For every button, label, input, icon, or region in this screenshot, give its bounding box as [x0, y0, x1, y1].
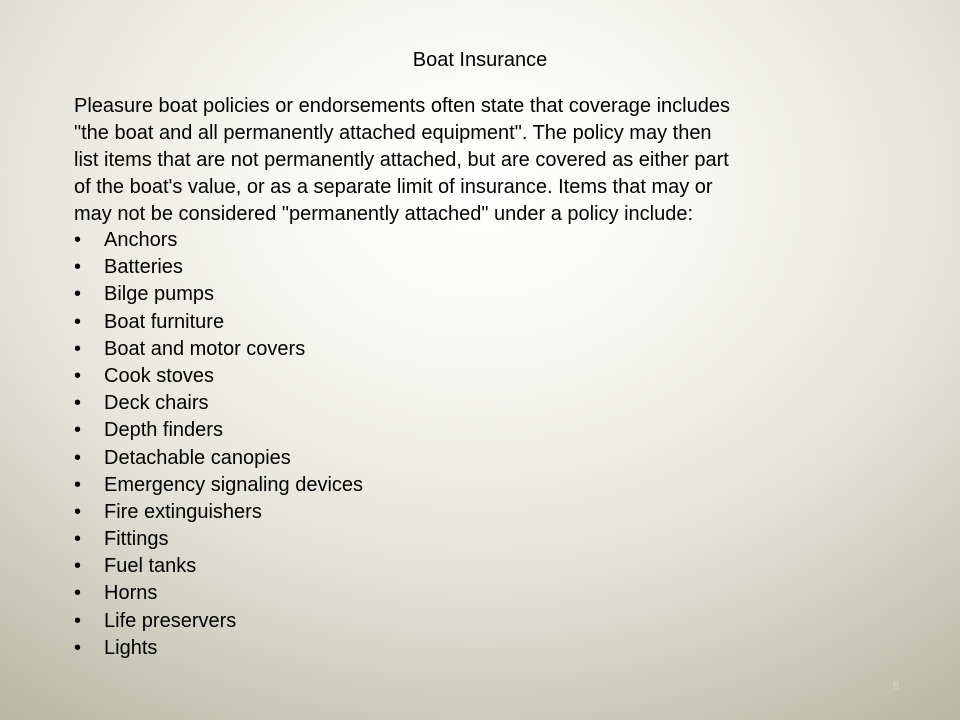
- list-item: [74, 417, 363, 444]
- list-item-label: Horns: [104, 582, 158, 605]
- paragraph-line: "the boat and all permanently attached equipment". The policy may then: [74, 122, 712, 144]
- bullet-icon: •: [74, 337, 82, 360]
- list-item-label: Detachable canopies: [104, 446, 291, 469]
- bullet-icon: •: [74, 419, 82, 442]
- list-item-label: Batteries: [104, 256, 183, 279]
- bullet-icon: •: [74, 609, 82, 632]
- bullet-icon: •: [74, 364, 82, 387]
- equipment-list: [74, 227, 363, 662]
- bullet-icon: •: [74, 500, 82, 523]
- bullet-icon: •: [74, 446, 82, 469]
- list-item-label: Boat and motor covers: [104, 337, 306, 360]
- list-item: [74, 499, 363, 526]
- list-item: [74, 553, 363, 580]
- list-item: [74, 526, 363, 553]
- bullet-icon: •: [74, 392, 82, 415]
- list-item: [74, 227, 363, 254]
- slide-number: 8: [893, 680, 900, 692]
- list-item: [74, 336, 363, 363]
- bullet-icon: •: [74, 582, 82, 605]
- bullet-icon: •: [74, 283, 82, 306]
- list-item-label: Bilge pumps: [104, 283, 215, 306]
- list-item: [74, 281, 363, 308]
- list-item-label: Fire extinguishers: [104, 500, 262, 523]
- list-item: [74, 363, 363, 390]
- paragraph-line: of the boat's value, or as a separate limit of insurance. Items that may or: [74, 176, 713, 198]
- list-item: [74, 472, 363, 499]
- list-item: [74, 445, 363, 472]
- bullet-icon: •: [74, 256, 82, 279]
- list-item: [74, 254, 363, 281]
- paragraph-line: Pleasure boat policies or endorsements often state that coverage includes: [74, 95, 730, 117]
- bullet-icon: •: [74, 310, 82, 333]
- bullet-icon: •: [74, 528, 82, 551]
- bullet-icon: •: [74, 473, 82, 496]
- bullet-icon: •: [74, 636, 82, 659]
- list-item-label: Anchors: [104, 229, 178, 251]
- list-item-label: Emergency signaling devices: [104, 473, 364, 496]
- list-item-label: Lights: [104, 636, 158, 659]
- list-item: [74, 309, 363, 336]
- list-item: [74, 608, 363, 635]
- list-item-label: Depth finders: [104, 419, 223, 442]
- list-item-label: Boat furniture: [104, 310, 225, 333]
- list-item-label: Fittings: [104, 528, 169, 551]
- paragraph-line: list items that are not permanently attached, but are covered as either part: [74, 149, 729, 171]
- list-item-label: Cook stoves: [104, 364, 215, 387]
- list-item: [74, 580, 363, 607]
- list-item-label: Deck chairs: [104, 392, 209, 415]
- body-paragraph: [74, 93, 854, 228]
- bullet-icon: •: [74, 229, 82, 251]
- slide-title: Boat Insurance: [412, 49, 548, 71]
- bullet-icon: •: [74, 555, 82, 578]
- list-item: [74, 390, 363, 417]
- paragraph-line: may not be considered "permanently attached" under a policy include:: [74, 203, 694, 225]
- list-item-label: Life preservers: [104, 609, 237, 632]
- list-item: [74, 635, 363, 662]
- list-item-label: Fuel tanks: [104, 555, 197, 578]
